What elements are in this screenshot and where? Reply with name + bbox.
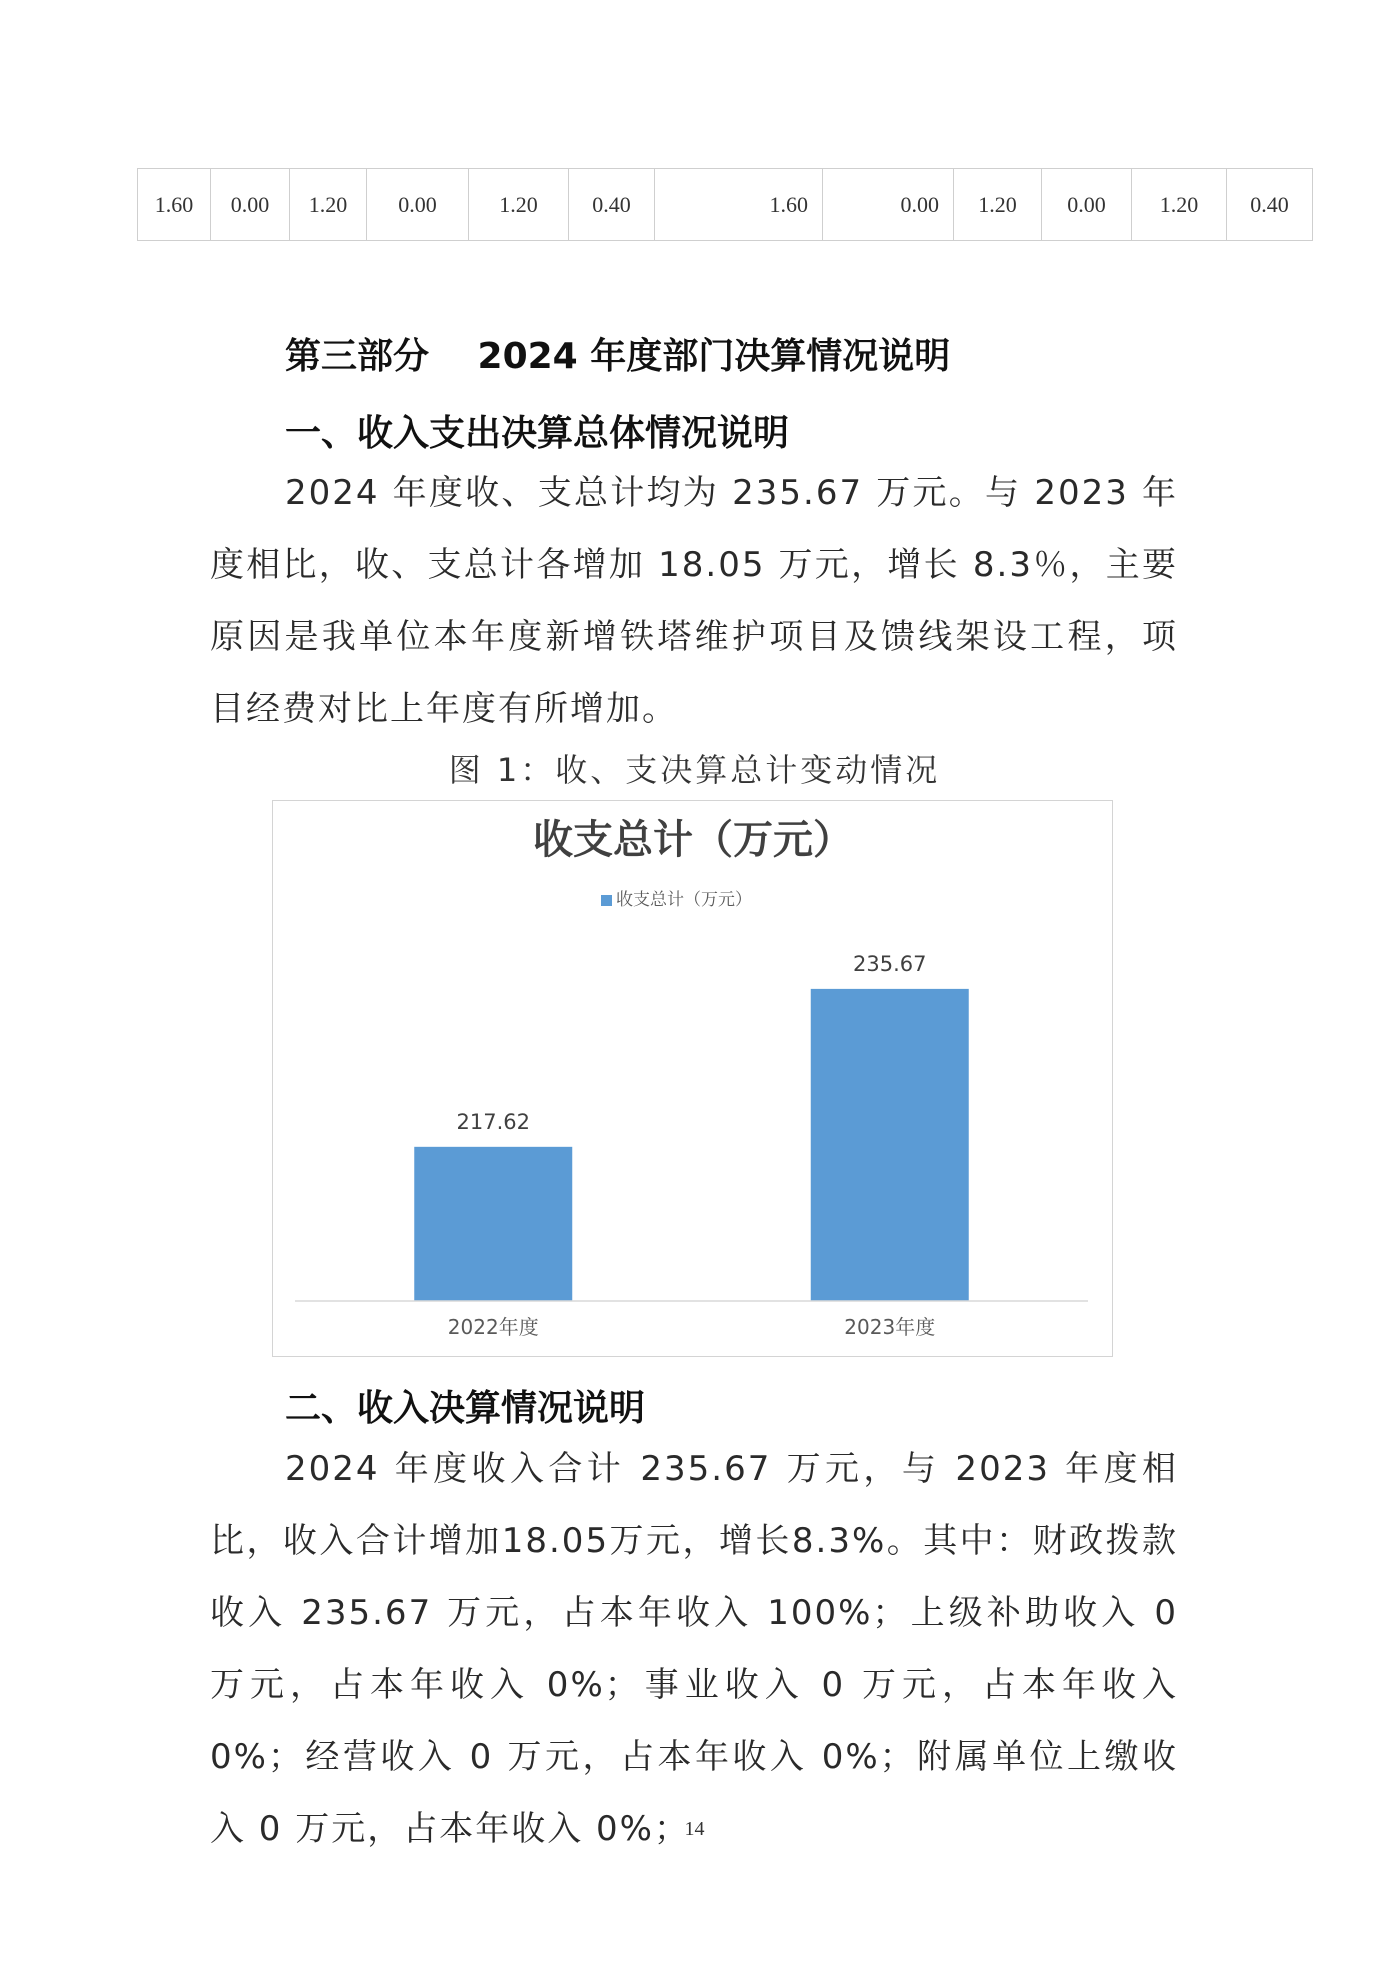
table-cell: 0.00 bbox=[367, 169, 469, 241]
section2-paragraph: 2024 年度收入合计 235.67 万元，与 2023 年度相比，收入合计增加18.05万元，增长8.3%。其中：财政拨款收入 235.67 万元，占本年收入 100%；上级补助收入 0 万元，占本年收入 0%；事业收入 0 万元，占本年收入 0%；经营收入 0 万元，占本年收入 0%；附属单位上缴收入 0 万元，占本年收入 0%； bbox=[210, 1449, 1178, 1849]
table-cell: 1.60 bbox=[655, 169, 823, 241]
legend-label: 收支总计（万元） bbox=[616, 890, 752, 910]
table-cell: 0.00 bbox=[1042, 169, 1132, 241]
table-cell: 0.40 bbox=[1227, 169, 1313, 241]
chart-title: 收支总计（万元） bbox=[533, 817, 853, 863]
part-title: 第三部分 2024 年度部门决算情况说明 bbox=[285, 336, 951, 377]
table-cell: 1.20 bbox=[954, 169, 1042, 241]
section2-heading: 二、收入决算情况说明 bbox=[285, 1388, 646, 1429]
figure-caption: 图 1：收、支决算总计变动情况 bbox=[448, 751, 941, 789]
bar-chart bbox=[272, 800, 1113, 1357]
page-number: 14 bbox=[684, 1818, 705, 1840]
data-label: 217.62 bbox=[456, 1109, 530, 1134]
table-cell: 1.20 bbox=[290, 169, 367, 241]
budget-table-row bbox=[137, 168, 1313, 241]
table-cell: 0.40 bbox=[569, 169, 655, 241]
table-cell: 1.60 bbox=[138, 169, 211, 241]
table-cell: 0.00 bbox=[823, 169, 954, 241]
section1-paragraph: 2024 年度收、支总计均为 235.67 万元。与 2023 年度相比，收、支总计各增加 18.05 万元，增长 8.3％，主要原因是我单位本年度新增铁塔维护项目及馈线架设工程，项目经费对比上年度有所增加。 bbox=[210, 473, 1178, 729]
table-cell: 0.00 bbox=[211, 169, 290, 241]
table-cell: 1.20 bbox=[1132, 169, 1227, 241]
x-tick-label: 2022年度 bbox=[447, 1315, 539, 1339]
bar-2022年度 bbox=[414, 1147, 572, 1301]
x-tick-label: 2023年度 bbox=[844, 1315, 936, 1339]
data-label: 235.67 bbox=[853, 951, 927, 976]
table-row bbox=[138, 169, 1313, 241]
table-cell: 1.20 bbox=[469, 169, 569, 241]
bar-2023年度 bbox=[811, 989, 969, 1301]
section1-heading: 一、收入支出决算总体情况说明 bbox=[285, 413, 790, 454]
legend-swatch bbox=[601, 895, 612, 906]
